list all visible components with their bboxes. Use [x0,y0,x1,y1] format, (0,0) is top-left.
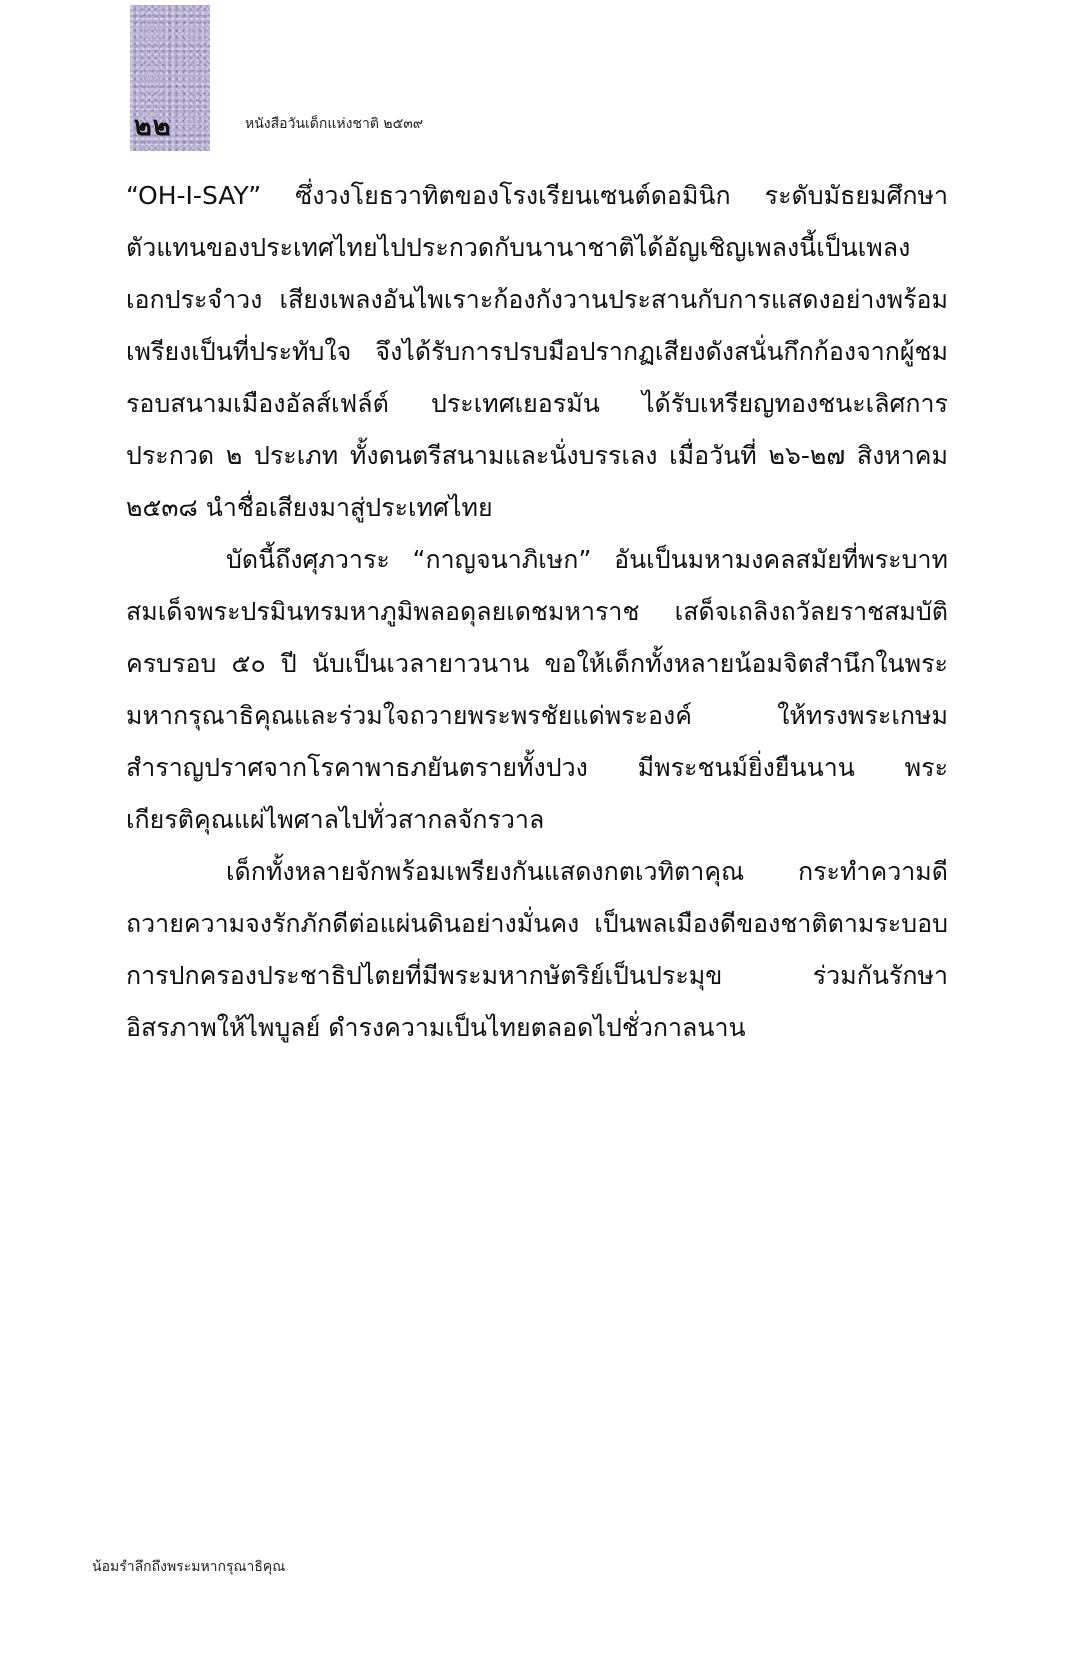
running-footer: น้อมรำลึกถึงพระมหากรุณาธิคุณ [92,1559,286,1575]
body-text [126,170,948,1054]
paragraph-1: “OH-I-SAY” ซึ่งวงโยธวาทิตของโรงเรียนเซนต์ดอมินิก ระดับมัธยมศึกษา ตัวแทนของประเทศไทยไปประกวดกับนานาชาติได้อัญเชิญเพลงนี้เป็นเพลงเอกประจำวง เสียงเพลงอันไพเราะก้องกังวานประสานกับการแสดงอย่างพร้อมเพรียงเป็นที่ประทับใจ จึงได้รับการปรบมือปรากฏเสียงดังสนั่นกึกก้องจากผู้ชมรอบสนามเมืองอัลส์เฟล์ต์ ประเทศเยอรมัน ได้รับเหรียญทองชนะเลิศการประกวด ๒ ประเภท ทั้งดนตรีสนามและนั่งบรรเลง เมื่อวันที่ ๒๖-๒๗ สิงหาคม ๒๕๓๘ นำชื่อเสียงมาสู่ประเทศไทย [126,181,948,522]
page-number: ๒๒ [134,111,172,142]
paragraph-2: บัดนี้ถึงศุภวาระ “กาญจนาภิเษก” อันเป็นมหามงคลสมัยที่พระบาทสมเด็จพระปรมินทรมหาภูมิพลอดุลยเดชมหาราช เสด็จเถลิงถวัลยราชสมบัติครบรอบ ๕๐ ปี นับเป็นเวลายาวนาน ขอให้เด็กทั้งหลายน้อมจิตสำนึกในพระมหากรุณาธิคุณและร่วมใจถวายพระพรชัยแด่พระองค์ ให้ทรงพระเกษมสำราญปราศจากโรคาพาธภยันตรายทั้งปวง มีพระชนม์ยิ่งยืนนาน พระเกียรติคุณแผ่ไพศาลไปทั่วสากลจักรวาล [126,545,948,834]
running-header: หนังสือวันเด็กแห่งชาติ ๒๕๓๙ [245,116,424,132]
paragraph-3: เด็กทั้งหลายจักพร้อมเพรียงกันแสดงกตเวทิตาคุณ กระทำความดี ถวายความจงรักภักดีต่อแผ่นดินอย่างมั่นคง เป็นพลเมืองดีของชาติตามระบอบการปกครองประชาธิปไตยที่มีพระมหากษัตริย์เป็นประมุข ร่วมกันรักษาอิสรภาพให้ไพบูลย์ ดำรงความเป็นไทยตลอดไปชั่วกาลนาน [126,857,948,1042]
